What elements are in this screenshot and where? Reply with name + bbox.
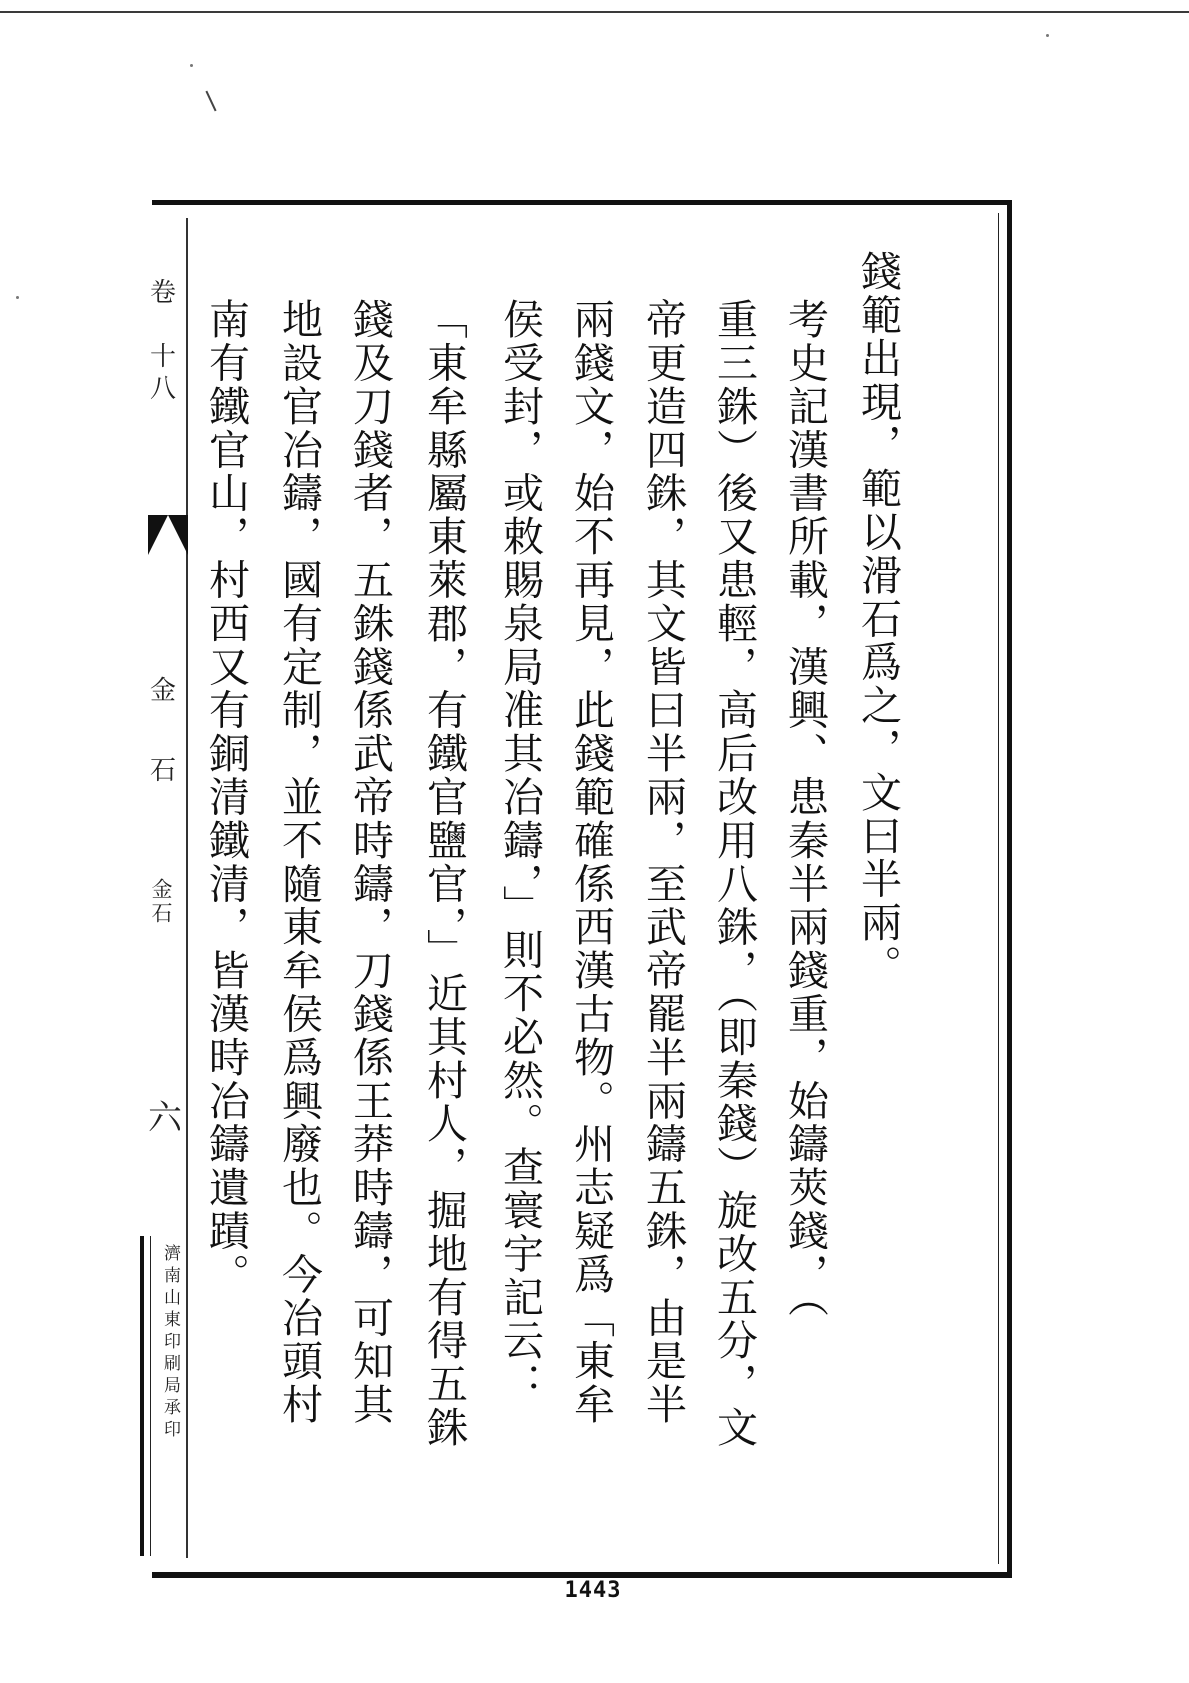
section-label: 金石 bbox=[149, 878, 173, 926]
body-column-5: 侯受封，或敕賜泉局准其冶鑄，」則不必然。查寰宇記云： bbox=[496, 298, 544, 1406]
margin-fragment: 卷 bbox=[149, 278, 176, 308]
body-column-8: 地設官冶鑄，國有定制，並不隨東牟侯爲興廢也。今冶頭村 bbox=[275, 298, 323, 1427]
body-column-9: 南有鐵官山，村西又有銅清鐵清，皆漢時冶鑄遺蹟。 bbox=[202, 298, 250, 1297]
body-column-6: 「東牟縣屬東萊郡，有鐵官鹽官，」近其村人，掘地有得五銖 bbox=[420, 298, 468, 1450]
body-column-1: 考史記漢書所載，漢興、患秦半兩錢重，始鑄莢錢，（ bbox=[781, 298, 829, 1320]
body-column-7: 錢及刀錢者，五銖錢係武帝時鑄，刀錢係王莽時鑄，可知其 bbox=[346, 298, 394, 1427]
body-column-2: 重三銖）後又患輕，高后改用八銖，（即秦錢）旋改五分，文 bbox=[710, 298, 758, 1450]
margin-fragment: 石 bbox=[149, 756, 176, 786]
page-number: 1443 bbox=[564, 1578, 622, 1603]
scan-tick-mark bbox=[205, 91, 216, 112]
printer-strip bbox=[140, 1236, 186, 1556]
scan-edge-rule bbox=[0, 11, 1189, 13]
body-column-4: 兩錢文，始不再見，此錢範確係西漢古物。州志疑爲「東牟 bbox=[567, 298, 615, 1427]
scan-speck bbox=[16, 296, 19, 299]
printer-imprint: 濟南山東印刷局承印 bbox=[160, 1244, 180, 1442]
fishtail-mark bbox=[148, 515, 188, 555]
margin-fragment: 八 bbox=[149, 374, 176, 404]
scan-speck bbox=[190, 64, 193, 67]
scan-speck bbox=[1046, 34, 1049, 37]
header-title: 錢範出現，範以滑石爲之，文曰半兩。 bbox=[854, 250, 902, 988]
margin-fragment: 六 bbox=[148, 1098, 182, 1138]
margin-fragment: 十 bbox=[149, 342, 176, 372]
body-column-3: 帝更造四銖，其文皆曰半兩，至武帝罷半兩鑄五銖，由是半 bbox=[639, 298, 687, 1427]
margin-fragment: 金 bbox=[149, 676, 176, 706]
